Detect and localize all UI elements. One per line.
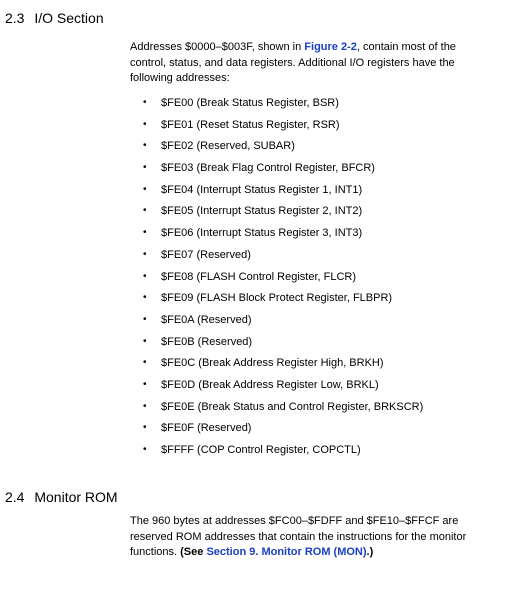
see-reference-close: .) — [366, 546, 374, 558]
register-text: $FE07 (Reserved) — [161, 248, 251, 261]
see-reference-open: (See — [180, 546, 207, 558]
register-list-item — [130, 226, 423, 248]
bullet-icon: • — [143, 118, 147, 130]
register-list-item — [130, 356, 423, 378]
register-text: $FE0E (Break Status and Control Register, BRKSCR) — [161, 400, 424, 413]
register-list-item — [130, 421, 423, 443]
bullet-icon: • — [143, 183, 147, 195]
bullet-icon: • — [143, 140, 147, 152]
bullet-icon: • — [143, 335, 147, 347]
bullet-icon: • — [143, 248, 147, 260]
register-list-item — [130, 139, 423, 161]
register-text: $FE0D (Break Address Register Low, BRKL) — [161, 378, 379, 391]
monitor-rom-text: The 960 bytes at addresses $FC00–$FDFF and $FE10–$FFCF are reserved ROM addresses that contain the instructions for the monitor functions. — [130, 515, 467, 558]
register-text: $FFFF (COP Control Register, COPCTL) — [161, 444, 361, 456]
register-list-item — [130, 96, 423, 118]
bullet-icon: • — [143, 313, 147, 325]
register-text: $FE02 (Reserved, SUBAR) — [161, 140, 295, 153]
register-list-item — [130, 118, 423, 140]
register-text: $FE05 (Interrupt Status Register 2, INT2) — [161, 205, 363, 218]
io-intro-text: Addresses $0000–$003F, shown in — [130, 41, 305, 53]
register-text: $FE08 (FLASH Control Register, FLCR) — [161, 270, 357, 283]
bullet-icon: • — [143, 422, 147, 434]
section-number: 2.3 — [5, 10, 25, 26]
register-list-item — [130, 313, 423, 335]
register-text: $FE0B (Reserved) — [161, 335, 253, 348]
section-title: Monitor ROM — [34, 489, 118, 505]
figure-2-2-link[interactable]: Figure 2-2 — [304, 41, 357, 53]
bullet-icon: • — [143, 292, 147, 304]
monitor-rom-paragraph — [130, 514, 494, 561]
section-title: I/O Section — [34, 10, 104, 26]
register-text: $FE04 (Interrupt Status Register 1, INT1) — [161, 183, 363, 196]
register-text: $FE0F (Reserved) — [161, 422, 252, 435]
section-heading-monitor-rom — [5, 489, 118, 505]
register-list-item — [130, 183, 423, 205]
register-list-item — [130, 248, 423, 270]
bullet-icon: • — [143, 400, 147, 412]
bullet-icon: • — [143, 162, 147, 174]
bullet-icon: • — [143, 97, 147, 108]
register-text: $FE01 (Reset Status Register, RSR) — [161, 118, 340, 131]
bullet-icon: • — [143, 357, 147, 369]
register-list-item — [130, 270, 423, 292]
register-list-item — [130, 161, 423, 183]
register-list-item — [130, 378, 423, 400]
register-list-item — [130, 335, 423, 357]
register-list-item — [130, 291, 423, 313]
register-text: $FE00 (Break Status Register, BSR) — [161, 97, 339, 109]
bullet-icon: • — [143, 205, 147, 217]
io-intro-text-continued: , contain most of the control, status, and data registers. Additional I/O registers have the following addresses: — [130, 41, 456, 84]
register-text: $FE0C (Break Address Register High, BRKH) — [161, 357, 384, 370]
bullet-icon: • — [143, 270, 147, 282]
bullet-icon: • — [143, 444, 147, 455]
register-text: $FE03 (Break Flag Control Register, BFCR) — [161, 162, 375, 175]
register-list-item — [130, 443, 423, 465]
register-list — [130, 96, 423, 465]
register-text: $FE09 (FLASH Block Protect Register, FLBPR) — [161, 292, 393, 305]
register-text: $FE0A (Reserved) — [161, 313, 252, 326]
register-text: $FE06 (Interrupt Status Register 3, INT3) — [161, 227, 363, 240]
io-intro-paragraph — [130, 40, 494, 87]
section-number: 2.4 — [5, 489, 25, 505]
register-list-item — [130, 400, 423, 422]
bullet-icon: • — [143, 227, 147, 239]
bullet-icon: • — [143, 378, 147, 390]
register-list-item — [130, 204, 423, 226]
section-heading-io — [5, 10, 104, 26]
section-9-link[interactable]: Section 9. Monitor ROM (MON) — [206, 546, 367, 558]
